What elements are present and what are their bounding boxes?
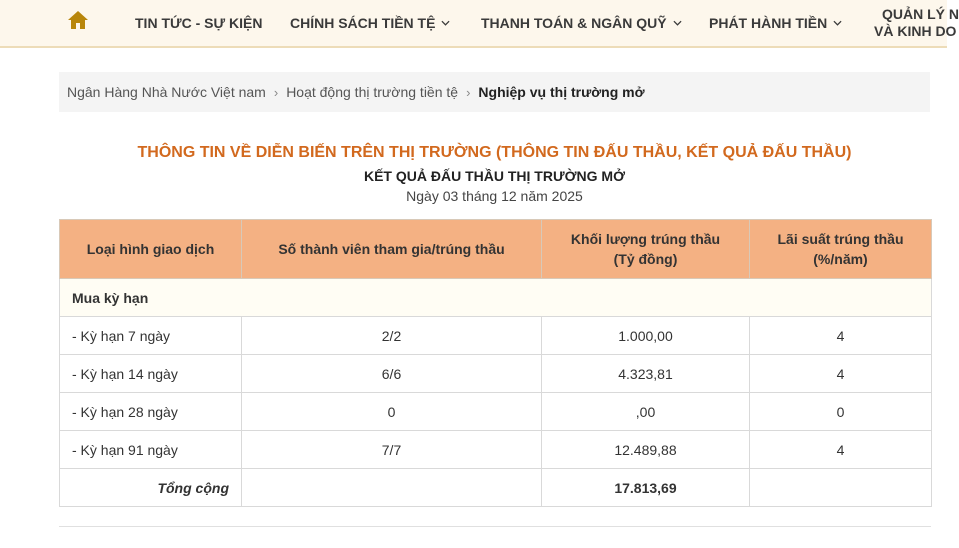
nav-item-news[interactable] xyxy=(135,0,262,46)
cell-rate: 0 xyxy=(750,393,932,431)
cell-volume: 12.489,88 xyxy=(542,431,750,469)
cell-volume: ,00 xyxy=(542,393,750,431)
cell-volume: 1.000,00 xyxy=(542,317,750,355)
home-icon[interactable] xyxy=(66,9,90,31)
chevron-down-icon xyxy=(441,20,450,26)
total-label: Tổng cộng xyxy=(60,469,242,507)
table-row xyxy=(60,431,932,469)
cell-rate: 4 xyxy=(750,355,932,393)
chevron-right-icon: › xyxy=(273,84,279,100)
header-line2: (Tỷ đồng) xyxy=(613,251,678,267)
nav-item-label: TIN TỨC - SỰ KIỆN xyxy=(135,15,263,31)
nav-item-label: THANH TOÁN & NGÂN QUỸ xyxy=(481,15,667,31)
cell-rate: 4 xyxy=(750,317,932,355)
nav-item-label: CHÍNH SÁCH TIỀN TỆ xyxy=(290,15,436,31)
table-header-row xyxy=(60,220,932,279)
column-header-members xyxy=(242,220,542,279)
auction-results-table xyxy=(59,219,932,507)
chevron-down-icon xyxy=(673,20,682,26)
chevron-down-icon xyxy=(833,20,842,26)
cell-type: - Kỳ hạn 28 ngày xyxy=(60,393,242,431)
cell-members: 6/6 xyxy=(242,355,542,393)
cell-members: 0 xyxy=(242,393,542,431)
header-line1: Loại hình giao dịch xyxy=(86,241,215,257)
table-row xyxy=(60,317,932,355)
header-line2: (%/năm) xyxy=(813,251,868,267)
total-volume: 17.813,69 xyxy=(542,469,750,507)
nav-item-management[interactable] xyxy=(874,0,959,46)
divider xyxy=(59,526,931,527)
group-label: Mua kỳ hạn xyxy=(60,279,932,317)
nav-item-label: PHÁT HÀNH TIỀN xyxy=(709,15,828,31)
table-row xyxy=(60,355,932,393)
nav-item-label-line1: QUẢN LÝ N xyxy=(882,6,959,22)
nav-item-currency-issuance[interactable] xyxy=(709,0,842,46)
breadcrumb xyxy=(59,72,930,112)
header-line1: Số thành viên tham gia/trúng thầu xyxy=(278,241,505,257)
nav-item-label-line2: VÀ KINH DO xyxy=(874,23,957,39)
cell-rate: 4 xyxy=(750,431,932,469)
table-row xyxy=(60,393,932,431)
table-group-row xyxy=(60,279,932,317)
top-navigation xyxy=(0,0,959,48)
nav-item-payment-treasury[interactable] xyxy=(481,0,682,46)
nav-item-monetary-policy[interactable] xyxy=(290,0,450,46)
cell-type: - Kỳ hạn 7 ngày xyxy=(60,317,242,355)
cell-members: 7/7 xyxy=(242,431,542,469)
column-header-rate xyxy=(750,220,932,279)
header-line1: Lãi suất trúng thầu xyxy=(777,231,904,247)
header-line1: Khối lượng trúng thầu xyxy=(570,231,721,247)
total-members xyxy=(242,469,542,507)
cell-volume: 4.323,81 xyxy=(542,355,750,393)
column-header-transaction-type xyxy=(60,220,242,279)
report-date: Ngày 03 tháng 12 năm 2025 xyxy=(406,188,583,204)
breadcrumb-link-home[interactable]: Ngân Hàng Nhà Nước Việt nam xyxy=(67,84,266,100)
breadcrumb-link-money-market[interactable]: Hoạt động thị trường tiền tệ xyxy=(286,84,459,100)
column-header-volume xyxy=(542,220,750,279)
table-total-row xyxy=(60,469,932,507)
breadcrumb-current: Nghiệp vụ thị trường mở xyxy=(478,84,645,100)
cell-members: 2/2 xyxy=(242,317,542,355)
page-title: THÔNG TIN VỀ DIỄN BIẾN TRÊN THỊ TRƯỜNG (THÔNG TIN ĐẤU THẦU, KẾT QUẢ ĐẤU THẦU) xyxy=(137,144,852,161)
page-subtitle: KẾT QUẢ ĐẤU THẦU THỊ TRƯỜNG MỞ xyxy=(363,168,626,184)
total-rate xyxy=(750,469,932,507)
cell-type: - Kỳ hạn 14 ngày xyxy=(60,355,242,393)
cell-type: - Kỳ hạn 91 ngày xyxy=(60,431,242,469)
chevron-right-icon: › xyxy=(466,84,471,100)
